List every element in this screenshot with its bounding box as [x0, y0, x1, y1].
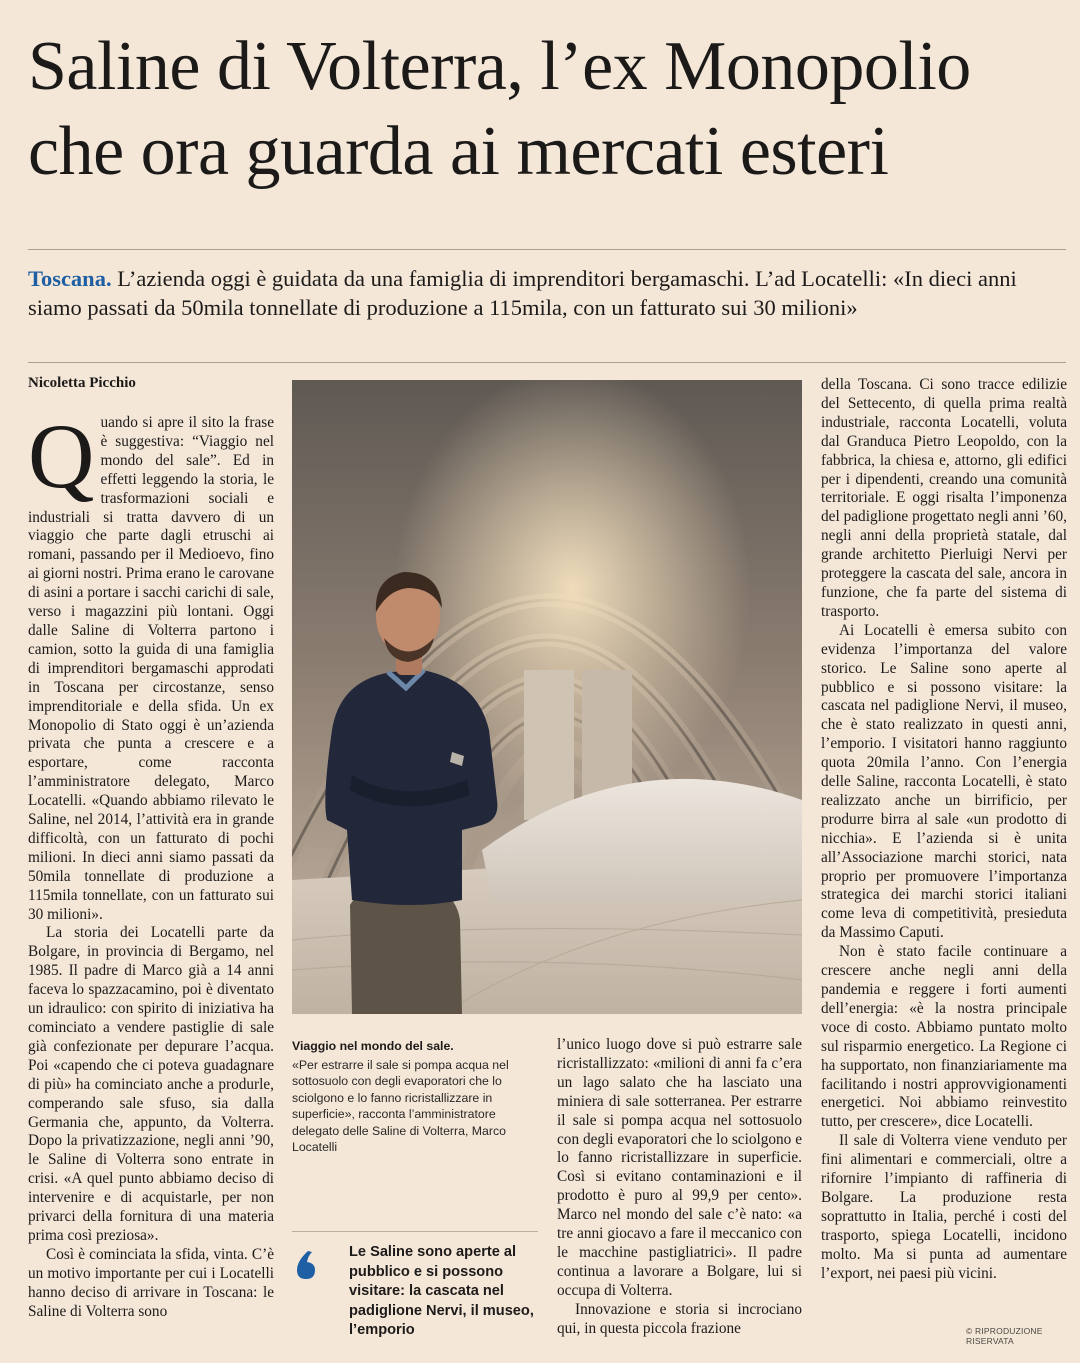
caption-text: «Per estrarre il sale si pompa acqua nel sottosuolo con degli evaporatori che lo sciolgono e lo fanno ricristallizzare in superficie», racconta l’amministratore delegato delle Saline di Volterra, Marco Locatelli: [292, 1057, 509, 1154]
byline: Nicoletta Picchio: [28, 375, 136, 391]
photo-caption: [292, 1038, 532, 1156]
column-2: [557, 1036, 802, 1339]
drop-cap: Q: [28, 405, 95, 507]
paragraph: Così è cominciata la sfida, vinta. C’è un motivo importante per cui i Locatelli hanno deciso di arrivare in Toscana: le Saline di Volterra sono: [28, 1245, 274, 1320]
deck-text: L’azienda oggi è guidata da una famiglia di imprenditori bergamaschi. L’ad Locatelli: «In dieci anni siamo passati da 50mila tonnellate di produzione a 115mila, con un fatturato sui 30 milioni»: [28, 266, 1017, 320]
man-in-salt-warehouse-photo: [292, 380, 802, 1014]
kicker: Toscana.: [28, 266, 112, 291]
paragraph: Innovazione e storia si incrociano qui, in questa piccola frazione: [557, 1300, 802, 1337]
quote-rule: [292, 1231, 538, 1232]
paragraph: della Toscana. Ci sono tracce edilizie del Settecento, di quella prima realtà industriale, racconta Locatelli, voluta dal Granduca Pietro Leopoldo, con la fabbrica, la chiesa e, attorno, gli edifici per i dipendenti, creando una comunità territoriale. E oggi risalta l’imponenza del padiglione progettato negli anni ’60, negli anni della proprietà statale, dal grande architetto Pierluigi Nervi per proteggere la cascata del sale, ancora in funzione, che fa parte del sistema di trasporto.: [821, 376, 1067, 620]
paragraph: Ai Locatelli è emersa subito con evidenza l’importanza del valore storico. Le Saline sono aperte al pubblico e si possono visitare: la cascata nel padiglione Nervi, il museo, che è stato realizzato in questi anni, l’emporio. I visitatori hanno raggiunto quota 20mila l’anno. Con l’energia delle Saline, racconta Locatelli, è stato realizzato anche un birrificio, per produrre birra al sale «un prodotto di nicchia». E l’azienda si è unita all’Associazione marchi storici, nata proprio per promuovere l’importanza strategica dei marchi storici italiani come leva di competitività, presieduta da Massimo Caputi.: [821, 621, 1067, 942]
column-1: [28, 405, 274, 1322]
paragraph: Il sale di Volterra viene venduto per fini alimentari e commerciali, oltre a rifornire l’impianto di raffineria di Bolgare. La produzione resta soprattutto in Italia, perché i costi del trasporto, spiega Locatelli, incidono molto. Ma si punta ad aumentare l’export, nei paesi più vicini.: [821, 1132, 1067, 1282]
quote-drop-icon: [294, 1249, 318, 1281]
caption-title: Viaggio nel mondo del sale.: [292, 1039, 454, 1053]
deck: [28, 264, 1068, 322]
paragraph: La storia dei Locatelli parte da Bolgare, in provincia di Bergamo, nel 1985. Il padre di Marco già a 14 anni faceva lo spazzacamino, poi è diventato un idraulico: con spirito di iniziativa ha cominciato a vendere pastiglie di sale già confezionate per depurare l’acqua. Poi «capendo che ci poteva guadagnare di più» ha cominciato anche a produrle, comperando sale sfuso, sia dalla Germania che, appunto, da Volterra. Dopo la privatizzazione, negli anni ’90, le Saline di Volterra sono entrate in crisi. «A quel punto abbiamo deciso di intervenire e di acquistarle, per non privarci della fornitura di una materia prima così preziosa».: [28, 924, 274, 1244]
paragraph: Non è stato facile continuare a crescere anche negli anni della pandemia e reggere i forti aumenti dell’energia: «è la nostra principale voce di costo. Abbiamo puntato molto sul risparmio energetico. La Regione ci ha supportato, non finanziariamente ma facilitando i nostri approvvigionamenti energetici. Noi abbiamo reinvestito tutto, per crescere», dice Locatelli.: [821, 943, 1067, 1131]
copyright-credit: © RIPRODUZIONE RISERVATA: [966, 1326, 1043, 1346]
paragraph: uando si apre il sito la frase è suggestiva: “Viaggio nel mondo del sale”. Ed in effetti leggendo la storia, le trasformazioni sociali e industriali si tratta davvero di un viaggio che parte dagli etruschi ai romani, passando per il Medioevo, fino ai giorni nostri. Prima erano le carovane di asini a portare i sacchi carichi di sale, verso i magazzini più lontani. Oggi dalle Saline di Volterra partono i camion, sotto la guida di una famiglia di imprenditori bergamaschi approdati in Toscana per circostanze, senso imprenditoriale e della sfida. Un ex Monopolio di Stato oggi è un’azienda privata che punta a crescere e a esportare, come racconta l’amministratore delegato, Marco Locatelli. «Quando abbiamo rilevato le Saline, nel 2014, l’attività era in grande difficoltà, con un fatturato di pochi milioni. In dieci anni siamo passati da 50mila tonnellate di produzione a 115mila tonnellate, con un fatturato sui 30 milioni».: [28, 414, 274, 923]
paragraph: l’unico luogo dove si può estrarre sale ricristallizzato: «milioni di anni fa c’era un lago salato che ha lasciato una miniera di sale sotterranea. Per estrarre il sale si pompa acqua nel sottosuolo con degli evaporatori che lo sciolgono e lo fanno ricristallizzare in superficie. Così si evitano contaminazioni e il prodotto è puro al 99,9 per cento». Marco nel mondo del sale c’è nato: «a tre anni giocavo a fare il meccanico con le macchine pastigliatrici». Il padre continua a lavorare a Bolgare, lui si occupa di Volterra.: [557, 1036, 802, 1299]
deck-rule: [28, 362, 1066, 363]
pull-quote: Le Saline sono aperte al pubblico e si possono visitare: la cascata nel padiglione Nervi, il museo, l’emporio: [349, 1244, 534, 1338]
column-3: [821, 376, 1067, 1284]
headline: Saline di Volterra, l’ex Monopolio che ora guarda ai mercati esteri: [28, 28, 971, 190]
top-rule: [28, 249, 1066, 250]
